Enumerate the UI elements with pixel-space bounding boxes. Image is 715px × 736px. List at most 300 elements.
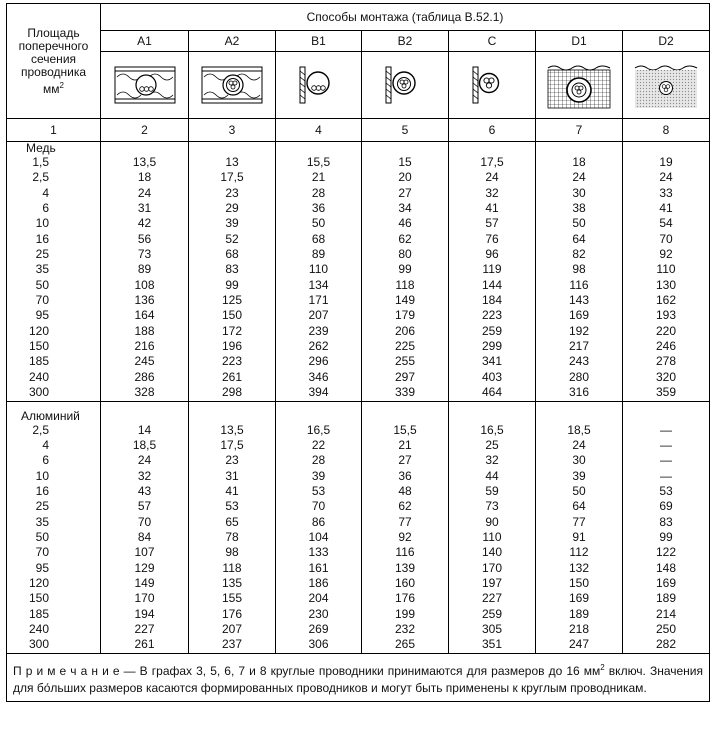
current-value: 64: [572, 499, 586, 514]
size-value: [7, 423, 100, 438]
current-value: 24: [572, 170, 586, 185]
current-value: 160: [394, 575, 416, 590]
current-value: 136: [134, 293, 155, 308]
current-value: 59: [485, 483, 499, 498]
current-value: 148: [655, 560, 677, 575]
current-value: 99: [659, 529, 673, 544]
current-value: 42: [137, 216, 152, 231]
size-value: [7, 484, 100, 499]
current-value: 149: [394, 293, 416, 308]
size-value: [7, 499, 100, 514]
column-number: 1: [7, 119, 101, 142]
copper-d2-cell: [623, 142, 710, 402]
current-value: 296: [308, 354, 329, 369]
current-value: 50: [572, 216, 586, 231]
current-value: 259: [481, 323, 503, 338]
method-b2-header: B2: [362, 31, 449, 52]
method-d1-header: D1: [536, 31, 623, 52]
column-number: 3: [189, 119, 276, 142]
current-value: 89: [137, 262, 152, 277]
size-value-text: 16: [35, 231, 49, 246]
size-value: [7, 622, 100, 637]
size-value-text: 70: [35, 293, 49, 308]
current-value: 36: [311, 201, 326, 216]
size-value: [7, 155, 100, 170]
current-value: 464: [481, 385, 503, 400]
area-header-unit: мм: [43, 81, 60, 96]
current-value: 341: [481, 354, 503, 369]
size-value: [7, 216, 100, 231]
current-value: 32: [485, 453, 499, 468]
current-value: 246: [655, 339, 677, 354]
current-value: 328: [134, 385, 155, 400]
size-value-text: 95: [35, 308, 49, 323]
size-value-text: 70: [35, 545, 49, 560]
current-value: 107: [134, 545, 155, 560]
method-b2-diagram: [362, 52, 449, 119]
current-value: 30: [572, 185, 586, 200]
current-value: 54: [659, 216, 673, 231]
current-value: 16,5: [306, 422, 331, 437]
current-value: 170: [481, 560, 503, 575]
current-value: 140: [481, 545, 503, 560]
size-value-text: 185: [28, 354, 49, 369]
column-number: 7: [536, 119, 623, 142]
copper-c-cell: [449, 142, 536, 402]
current-value: 13,5: [220, 422, 244, 437]
current-value: 112: [569, 545, 589, 560]
current-value: 306: [308, 637, 329, 652]
current-value: 18: [572, 155, 586, 169]
current-value: 150: [221, 308, 243, 323]
size-value-text: 35: [35, 514, 49, 529]
current-value: 262: [308, 339, 329, 354]
current-value: 139: [394, 560, 416, 575]
current-value: 82: [572, 247, 586, 262]
size-value: [7, 576, 100, 591]
current-value: 83: [225, 262, 239, 277]
current-value: 76: [485, 231, 499, 246]
current-value: 133: [308, 545, 329, 560]
current-value: 46: [398, 216, 412, 231]
current-value: 225: [394, 339, 416, 354]
ground-duct-icon: [546, 60, 612, 110]
method-b1-diagram: [276, 52, 362, 119]
size-value-text: 50: [35, 529, 49, 544]
current-value: 16,5: [480, 422, 504, 437]
current-value: —: [660, 422, 672, 437]
size-value: [7, 607, 100, 622]
insulated-wall-multicore-icon: [200, 65, 264, 105]
current-value: 223: [481, 308, 503, 323]
size-value: [7, 324, 100, 339]
current-value: 184: [481, 293, 503, 308]
size-value-text: 95: [35, 560, 49, 575]
current-value: 90: [485, 514, 499, 529]
method-d2-diagram: [623, 52, 710, 119]
current-value: 206: [394, 323, 416, 338]
method-c-diagram: [449, 52, 536, 119]
current-value: 77: [398, 514, 412, 529]
current-value: 243: [568, 354, 590, 369]
current-value: 320: [655, 369, 677, 384]
current-value: 179: [394, 308, 416, 323]
current-value: 43: [137, 483, 152, 498]
current-value: 80: [398, 247, 412, 262]
current-value: 92: [398, 529, 412, 544]
size-value: [7, 201, 100, 216]
current-value: 261: [134, 637, 155, 652]
copper-a1-cell: [101, 142, 189, 402]
size-value: [7, 515, 100, 530]
size-value-text: 25: [35, 247, 49, 262]
current-value: 169: [568, 308, 590, 323]
current-value: 278: [655, 354, 677, 369]
current-value: 70: [311, 499, 326, 514]
size-value-text: 35: [35, 262, 49, 277]
size-value-text: 4: [42, 185, 49, 200]
current-value: 28: [311, 453, 326, 468]
aluminium-label: Алюминий: [21, 408, 80, 423]
column-number: 8: [623, 119, 710, 142]
current-value: 17,5: [220, 437, 244, 452]
current-value: 259: [481, 606, 503, 621]
area-header: [7, 4, 101, 119]
current-value: 73: [485, 499, 499, 514]
current-value: 86: [311, 514, 326, 529]
current-value: 53: [659, 483, 673, 498]
size-value-text: 150: [28, 339, 49, 354]
aluminium-b1-cell: [276, 401, 362, 653]
size-value: [7, 438, 100, 453]
size-value: [7, 293, 100, 308]
current-value: 73: [137, 247, 152, 262]
size-value: [7, 170, 100, 185]
current-value: 394: [308, 385, 329, 400]
current-value: 89: [311, 247, 326, 262]
current-value: 129: [134, 560, 155, 575]
current-value: 41: [225, 483, 239, 498]
current-value: 232: [394, 621, 416, 636]
current-value: 110: [482, 529, 502, 544]
current-value: 24: [137, 185, 152, 200]
current-value: 62: [398, 499, 412, 514]
size-value: [7, 469, 100, 484]
size-value: [7, 247, 100, 262]
current-value: 189: [655, 591, 677, 606]
current-value: —: [660, 453, 672, 468]
size-value: [7, 453, 100, 468]
current-value: 207: [308, 308, 329, 323]
current-value: 164: [134, 308, 155, 323]
size-value: [7, 637, 100, 652]
current-value: 265: [394, 637, 416, 652]
size-value-text: 185: [28, 606, 49, 621]
current-value: 27: [398, 453, 412, 468]
current-value: 98: [572, 262, 586, 277]
current-value: 170: [134, 591, 155, 606]
current-value: 83: [659, 514, 673, 529]
note-lead: П р и м е ч а н и е — В графах 3, 5, 6, 7 и 8 круглые проводники принимаются для размеров до 16 мм: [13, 663, 601, 678]
wall-mounted-cable-icon: [467, 65, 517, 105]
current-value: 122: [655, 545, 677, 560]
current-value: 176: [221, 606, 243, 621]
current-value: 269: [308, 621, 329, 636]
current-value: 53: [225, 499, 239, 514]
wall-conduit-multicore-icon: [380, 65, 430, 105]
aluminium-sizes-cell: [7, 401, 101, 653]
current-value: 176: [394, 591, 416, 606]
cable-capacity-table-page: [6, 3, 709, 730]
current-value: 19: [659, 155, 673, 169]
current-value: 280: [568, 369, 590, 384]
current-value: 316: [568, 385, 590, 400]
current-value: 30: [572, 453, 586, 468]
current-value: 78: [225, 529, 239, 544]
size-value: [7, 262, 100, 277]
current-value: 18,5: [132, 437, 157, 452]
current-value: 116: [395, 545, 415, 560]
current-value: 245: [134, 354, 155, 369]
current-value: 116: [569, 277, 589, 292]
current-value: 305: [481, 621, 503, 636]
current-value: 214: [655, 606, 677, 621]
size-value: [7, 232, 100, 247]
current-value: 44: [485, 468, 499, 483]
size-value-text: 50: [35, 277, 49, 292]
current-value: 34: [398, 201, 412, 216]
current-value: 189: [568, 606, 590, 621]
current-value: 220: [655, 323, 677, 338]
current-value: 216: [134, 339, 155, 354]
current-value: 143: [568, 293, 590, 308]
current-value: 130: [655, 277, 677, 292]
current-value: 192: [568, 323, 590, 338]
current-value: 110: [656, 262, 676, 277]
size-value-text: 16: [35, 483, 49, 498]
current-value: 110: [308, 262, 329, 277]
current-value: —: [660, 437, 672, 452]
current-value: 38: [572, 201, 586, 216]
method-a1-header: A1: [101, 31, 189, 52]
method-d2-header: D2: [623, 31, 710, 52]
current-value: 286: [134, 369, 155, 384]
current-value: 155: [221, 591, 243, 606]
insulated-wall-conduit-icon: [113, 65, 177, 105]
current-value: 25: [485, 437, 499, 452]
current-value: 227: [481, 591, 503, 606]
area-header-line: сечения: [30, 51, 77, 66]
current-value: 197: [481, 575, 503, 590]
current-value: 230: [308, 606, 329, 621]
current-value: 21: [311, 170, 326, 185]
current-value: 135: [221, 575, 243, 590]
current-value: 41: [485, 201, 499, 216]
current-value: 98: [225, 545, 239, 560]
current-value: 96: [485, 247, 499, 262]
current-value: 15,5: [393, 422, 417, 437]
size-value-text: 150: [28, 591, 49, 606]
current-value: 52: [225, 231, 239, 246]
wall-conduit-single-icon: [294, 65, 344, 105]
size-value: [7, 278, 100, 293]
current-value: 218: [568, 621, 590, 636]
current-value: 24: [659, 170, 673, 185]
size-value: [7, 530, 100, 545]
copper-a2-cell: [189, 142, 276, 402]
size-value-text: 25: [35, 499, 49, 514]
current-value: 188: [134, 323, 155, 338]
current-value: 282: [655, 637, 677, 652]
current-value: 22: [311, 437, 326, 452]
direct-buried-cable-icon: [633, 60, 699, 110]
copper-sizes-cell: [7, 142, 101, 402]
current-value: 172: [221, 323, 243, 338]
current-value: 13: [225, 155, 239, 169]
current-value: 48: [398, 483, 412, 498]
current-value: 118: [395, 277, 415, 292]
current-value: 99: [398, 262, 412, 277]
current-value: 99: [225, 277, 239, 292]
current-value: 132: [568, 560, 590, 575]
current-value: 31: [225, 468, 239, 483]
size-value-text: 300: [28, 637, 49, 652]
current-value: 50: [572, 483, 586, 498]
current-value: 17,5: [480, 155, 504, 169]
copper-b1-cell: [276, 142, 362, 402]
current-value: 149: [134, 575, 155, 590]
column-number: 6: [449, 119, 536, 142]
area-header-line: проводника: [20, 64, 86, 79]
current-value: 68: [311, 231, 326, 246]
current-value: 239: [308, 323, 329, 338]
current-value: 92: [659, 247, 673, 262]
area-unit-superscript: 2: [59, 80, 64, 90]
size-value: [7, 591, 100, 606]
size-value-text: 240: [28, 621, 49, 636]
current-value: 91: [572, 529, 586, 544]
current-value: 21: [398, 437, 412, 452]
current-value: 20: [398, 170, 412, 185]
current-value: 23: [225, 453, 239, 468]
current-value: 18,5: [567, 422, 591, 437]
current-value: 207: [221, 621, 243, 636]
current-value: 193: [655, 308, 677, 323]
current-value: —: [660, 468, 672, 483]
size-value: [7, 561, 100, 576]
size-value-text: 10: [35, 216, 49, 231]
current-value: 33: [659, 185, 673, 200]
size-value-text: 120: [28, 575, 49, 590]
current-value: 68: [225, 247, 239, 262]
current-value: 217: [568, 339, 590, 354]
current-value: 29: [225, 201, 239, 216]
current-value: 56: [137, 231, 152, 246]
current-value: 169: [655, 575, 677, 590]
current-value: 169: [568, 591, 590, 606]
current-value: 346: [308, 369, 329, 384]
current-value: 13,5: [132, 155, 157, 169]
current-value: 28: [311, 185, 326, 200]
method-a1-diagram: [101, 52, 189, 119]
current-value: 161: [308, 560, 329, 575]
aluminium-d2-cell: [623, 401, 710, 653]
current-value: 27: [398, 185, 412, 200]
size-value-text: 6: [42, 453, 49, 468]
current-value: 255: [394, 354, 416, 369]
current-value: 53: [311, 483, 326, 498]
size-value: [7, 370, 100, 385]
current-value: 70: [137, 514, 152, 529]
current-value: 204: [308, 591, 329, 606]
size-value-text: 6: [42, 201, 49, 216]
current-value: 297: [394, 369, 416, 384]
current-value: 57: [485, 216, 499, 231]
size-value-text: 2,5: [32, 422, 49, 437]
aluminium-a1-cell: [101, 401, 189, 653]
current-value: 84: [137, 529, 152, 544]
current-value: 186: [308, 575, 329, 590]
current-value: 223: [221, 354, 243, 369]
current-value: 39: [311, 468, 326, 483]
size-value: [7, 385, 100, 400]
current-capacity-table: [6, 3, 710, 702]
current-value: 150: [568, 575, 590, 590]
size-value: [7, 354, 100, 369]
current-value: 298: [221, 385, 243, 400]
current-value: 41: [659, 201, 673, 216]
current-value: 65: [225, 514, 239, 529]
current-value: 359: [655, 385, 677, 400]
current-value: 24: [572, 437, 586, 452]
method-a2-header: A2: [189, 31, 276, 52]
size-value-text: 4: [42, 437, 49, 452]
area-header-line: Площадь: [27, 25, 80, 40]
current-value: 64: [572, 231, 586, 246]
size-value-text: 240: [28, 369, 49, 384]
copper-d1-cell: [536, 142, 623, 402]
current-value: 227: [134, 621, 155, 636]
current-value: 194: [134, 606, 155, 621]
method-b1-header: B1: [276, 31, 362, 52]
area-header-line: поперечного: [18, 38, 89, 53]
column-number: 4: [276, 119, 362, 142]
current-value: 15: [398, 155, 412, 169]
current-value: 24: [485, 170, 499, 185]
current-value: 134: [308, 277, 329, 292]
size-value: [7, 339, 100, 354]
aluminium-c-cell: [449, 401, 536, 653]
current-value: 403: [481, 369, 503, 384]
copper-b2-cell: [362, 142, 449, 402]
method-a2-diagram: [189, 52, 276, 119]
current-value: 261: [221, 369, 243, 384]
current-value: 36: [398, 468, 412, 483]
current-value: 32: [137, 468, 152, 483]
current-value: 299: [481, 339, 503, 354]
current-value: 39: [225, 216, 239, 231]
current-value: 144: [481, 277, 503, 292]
current-value: 15,5: [306, 155, 331, 169]
current-value: 77: [572, 514, 586, 529]
current-value: 162: [655, 293, 677, 308]
current-value: 31: [137, 201, 152, 216]
size-value-text: 2,5: [32, 170, 49, 185]
current-value: 104: [308, 529, 329, 544]
size-value-text: 120: [28, 323, 49, 338]
size-value-text: 300: [28, 385, 49, 400]
current-value: 24: [137, 453, 152, 468]
